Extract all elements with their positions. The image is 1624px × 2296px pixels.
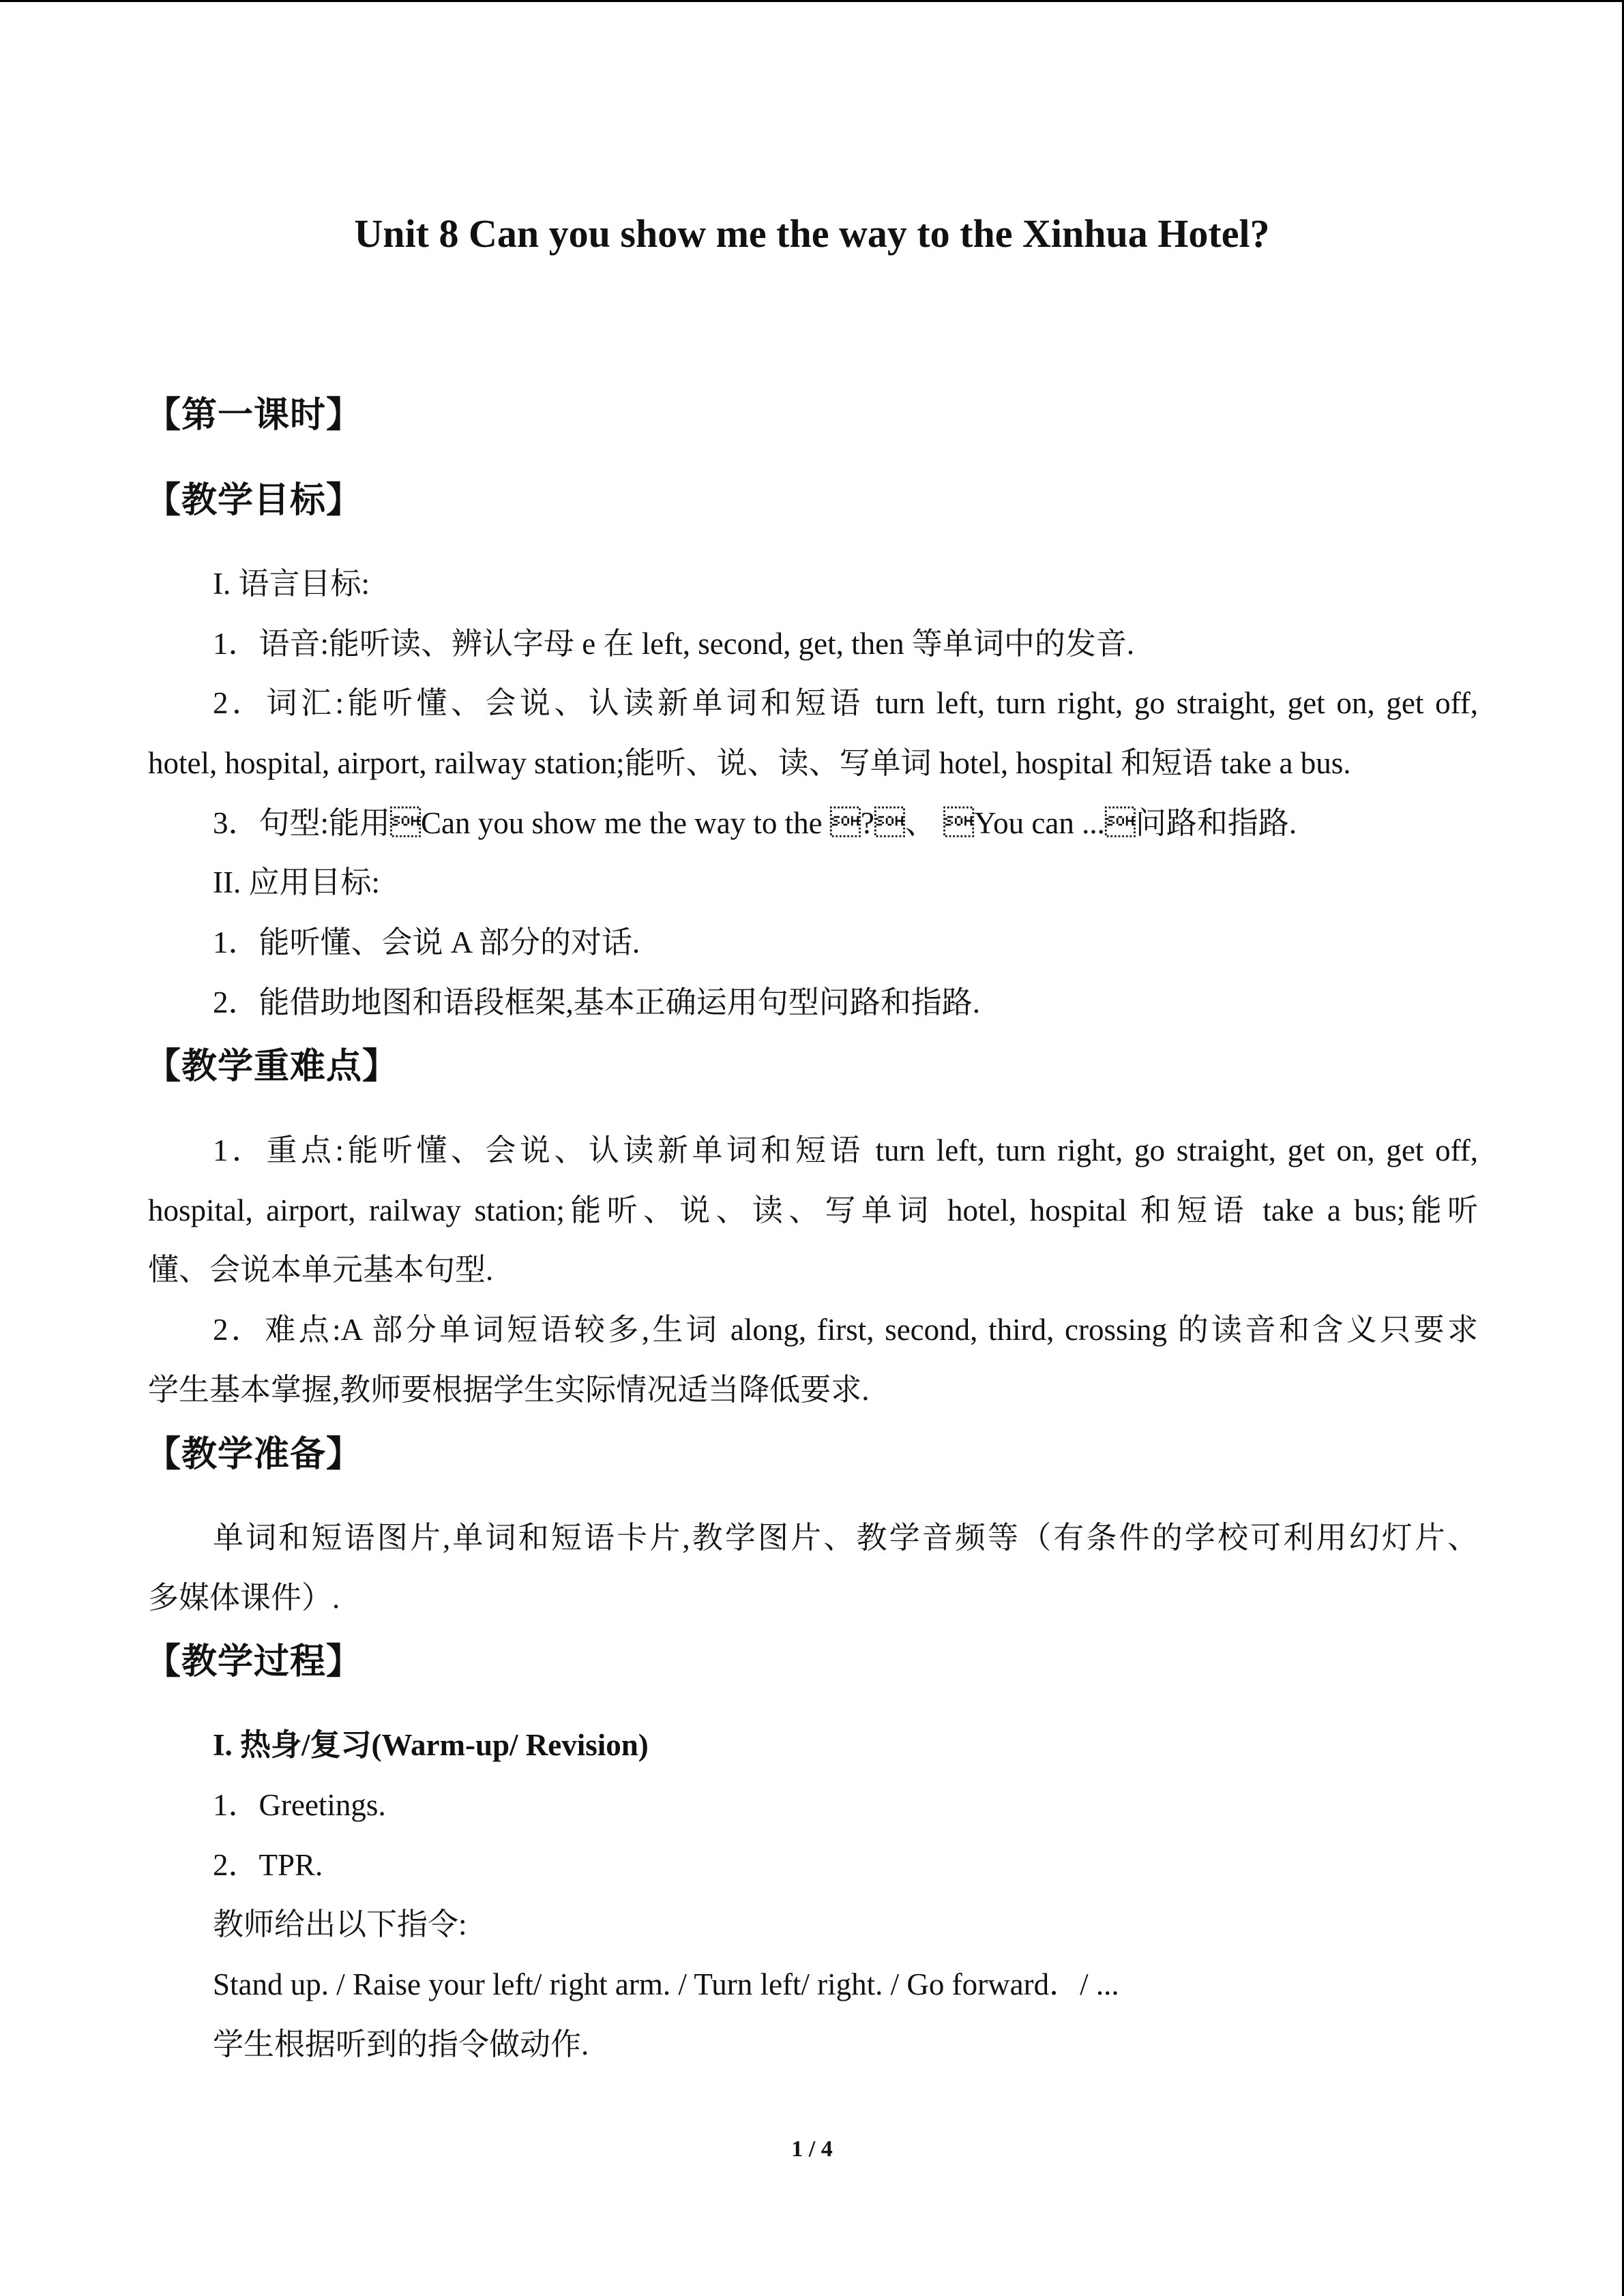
key-point-2-line-1: 2．难点:A 部分单词短语较多,生词 along, first, second, third, crossing 的读音和含义只要求: [213, 1313, 1478, 1347]
key-point-2-line-2: 学生基本掌握,教师要根据学生实际情况适当降低要求.: [148, 1373, 870, 1407]
heading-key-points: 【教学重难点】: [145, 1046, 399, 1087]
objective-item-1: 1．语音:能听读、辨认字母 e 在 left, second, get, then 等单词中的发音.: [213, 627, 1135, 661]
tpr-commands: Stand up. / Raise your left/ right arm. / Turn left/ right. / Go forward．/ ...: [213, 1967, 1119, 2001]
preparation-line-2: 多媒体课件）.: [148, 1581, 340, 1615]
objective-item-2-line-2: hotel, hospital, airport, railway station;能听、说、读、写单词 hotel, hospital 和短语 take a bus.: [148, 746, 1351, 780]
process-section-1-title: I. 热身/复习(Warm-up/ Revision): [213, 1728, 649, 1762]
key-point-1-line-1: 1．重点:能听懂、会说、认读新单词和短语 turn left, turn right, go straight, get on, get off,: [213, 1133, 1478, 1167]
heading-preparation: 【教学准备】: [145, 1434, 363, 1475]
heading-objectives: 【教学目标】: [145, 480, 363, 521]
objective-item-3: 3．句型:能用Can you show me the way to the ?、 You can ...问路和指路.: [213, 806, 1297, 840]
document-title: Unit 8 Can you show me the way to the Xinhua Hotel?: [354, 211, 1270, 256]
key-point-1-line-3: 懂、会说本单元基本句型.: [148, 1253, 494, 1287]
student-action: 学生根据听到的指令做动作.: [213, 2027, 589, 2061]
process-step-2: 2．TPR.: [213, 1848, 323, 1882]
application-objectives-title: II. 应用目标:: [213, 865, 380, 899]
heading-lesson: 【第一课时】: [145, 395, 363, 436]
application-item-1: 1．能听懂、会说 A 部分的对话.: [213, 925, 640, 959]
heading-process: 【教学过程】: [145, 1641, 363, 1682]
objective-item-2-line-1: 2．词汇:能听懂、会说、认读新单词和短语 turn left, turn right, go straight, get on, get off,: [213, 686, 1478, 720]
key-point-1-line-2: hospital, airport, railway station;能听、说、读、写单词 hotel, hospital 和短语 take a bus;能听: [148, 1193, 1478, 1227]
application-item-2: 2．能借助地图和语段框架,基本正确运用句型问路和指路.: [213, 985, 981, 1019]
page-number: 1 / 4: [791, 2136, 833, 2162]
preparation-line-1: 单词和短语图片,单词和短语卡片,教学图片、教学音频等（有条件的学校可利用幻灯片、: [213, 1521, 1478, 1555]
language-objectives-title: I. 语言目标:: [213, 567, 370, 601]
process-step-1: 1．Greetings.: [213, 1788, 386, 1822]
teacher-instructions: 教师给出以下指令:: [213, 1907, 467, 1941]
